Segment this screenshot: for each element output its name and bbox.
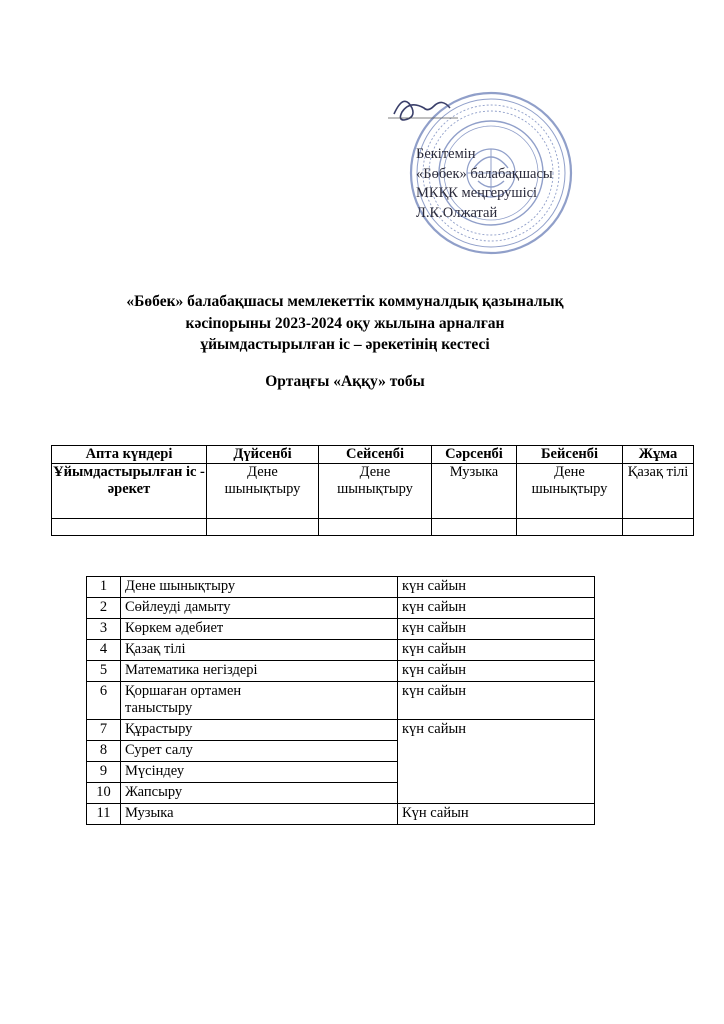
table-row [87,577,595,598]
approval-line: «Бөбек» балабақшасы [416,165,553,182]
tuesday-activity: Дене шынықтыру [319,464,432,519]
row-number: 5 [87,661,121,682]
subject-frequency: күн сайын [398,640,595,661]
friday-activity: Қазақ тілі [623,464,694,519]
row-number: 1 [87,577,121,598]
subject-name: Математика негіздері [121,661,398,682]
subject-frequency: күн сайын [398,598,595,619]
row-number: 4 [87,640,121,661]
subject-name: Сурет салу [121,741,398,762]
row-number: 9 [87,762,121,783]
approval-block [416,145,553,223]
row-number: 2 [87,598,121,619]
subject-name: Жапсыру [121,783,398,804]
row-label: Ұйымдастырылған іс - әрекет [52,464,207,519]
wednesday-activity: Музыка [432,464,517,519]
schedule-empty-row [52,519,694,536]
group-title: Ортаңғы «Аққу» тобы [265,373,425,390]
document-title [0,291,690,356]
subject-name: Құрастыру [121,720,398,741]
table-row [87,661,595,682]
table-row [87,640,595,661]
approval-line: Бекітемін [416,146,476,162]
table-row [87,598,595,619]
approval-line: Л.К.Олжатай [416,204,498,221]
subject-frequency-table [86,576,595,825]
subject-frequency: күн сайын [398,682,595,720]
row-number: 8 [87,741,121,762]
row-number: 10 [87,783,121,804]
signature-mark [386,88,466,128]
header-weekdays: Апта күндері [52,446,207,464]
subject-name: Қоршаған ортамен таныстыру [121,682,398,720]
subject-frequency: Күн сайын [398,804,595,825]
monday-activity: Дене шынықтыру [207,464,319,519]
table-row [87,682,595,720]
title-line: кәсіпорыны 2023-2024 оқу жылына арналған [185,314,505,332]
subject-name: Көркем әдебиет [121,619,398,640]
schedule-header-row [52,446,694,464]
row-number: 3 [87,619,121,640]
header-friday: Жұма [623,446,694,464]
header-thursday: Бейсенбі [517,446,623,464]
thursday-activity: Дене шынықтыру [517,464,623,519]
subject-name: Музыка [121,804,398,825]
weekly-schedule-table [51,445,694,536]
row-number: 11 [87,804,121,825]
row-number: 7 [87,720,121,741]
table-row [87,619,595,640]
subject-frequency: күн сайын [398,661,595,682]
subject-frequency: күн сайын [398,619,595,640]
subject-frequency: күн сайын [398,720,595,804]
title-line: «Бөбек» балабақшасы мемлекеттік коммуналдық қазыналық [126,293,564,310]
subject-name: Қазақ тілі [121,640,398,661]
subject-frequency: күн сайын [398,577,595,598]
title-line: ұйымдастырылған іс – әрекетінің кестесі [200,336,490,353]
header-tuesday: Сейсенбі [319,446,432,464]
row-number: 6 [87,682,121,720]
subject-name: Дене шынықтыру [121,577,398,598]
table-row [87,804,595,825]
subject-name: Сөйлеуді дамыту [121,598,398,619]
header-monday: Дүйсенбі [207,446,319,464]
header-wednesday: Сәрсенбі [432,446,517,464]
subject-name: Мүсіндеу [121,762,398,783]
schedule-activity-row [52,464,694,519]
approval-line: МКҚК меңгерушісі [416,185,538,201]
table-row [87,720,595,741]
